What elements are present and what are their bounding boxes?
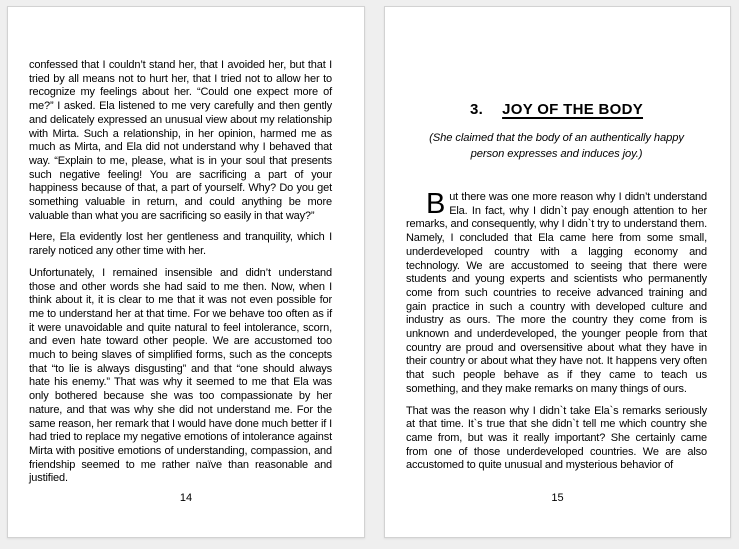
body-paragraph: Here, Ela evidently lost her gentleness and tranquility, which I rarely noticed any other time with her. <box>29 231 332 258</box>
chapter-title: JOY OF THE BODY <box>502 101 644 118</box>
left-page[interactable] <box>7 6 365 538</box>
chapter-number: 3. <box>469 101 484 118</box>
chapter-epigraph: (She claimed that the body of an authentically happy person expresses and induces joy.) <box>429 132 684 160</box>
right-page-body <box>406 188 707 473</box>
body-paragraph: Unfortunately, I remained insensible and didn’t understand those and other words she had said to me then. Now, when I think about it, it is clear to me that it was not even possible for me to understand her at that time. For we behave too often as if it were unavoidable and quite natural to feel intolerance, scorn, and even hate toward other people. We are accustomed too much to being slaves of simplified forms, such as the concepts that “to lie is always disgusting” and that “one should always hate his enemy.” That was why it seemed to me that Ela was only bothered because she was too compassionate by her nature, and that was why she did not understand me. For the same reason, her remark that I would have done much better if I had tried to replace my negative emotions of intolerance against Mirta with positive emotions of understanding, compassion, and friendship seemed to me rather naïve than reasonable and justified. <box>29 266 332 485</box>
page-number-right: 15 <box>551 492 564 504</box>
paragraph-text: ut there was one more reason why I didn’t understand Ela. In fact, why I didn`t pay enough attention to her remarks, and consequently, why I didn`t try to understand them. Namely, I concluded that Ela came here from some small, underdeveloped country with a lagging economy and technology. We are accustomed to seeing that there were students and young experts and scientists who permanently come from such countries to receive advanced training and gain practice in such a country with developed culture and industry as ours. The more the country they come from is unknown and underdeveloped, the younger people from that country are proud and oversensitive about what they have in their country or about what they have not. It happens very often that such people behave as if they came to teach us something, and they make remarks on many things of ours. <box>406 191 707 395</box>
drop-cap-letter: B <box>426 188 446 220</box>
chapter-heading <box>406 100 707 119</box>
right-page[interactable] <box>384 6 731 538</box>
body-paragraph: That was the reason why I didn`t take Ela`s remarks seriously at that time. It`s true that she didn`t tell me which country she came from, but was it really important? She certainly came from one of those underdeveloped countries. We are also accustomed to quite unusual and mysterious behavior of <box>406 404 707 472</box>
page-number-left: 14 <box>179 492 193 504</box>
body-paragraph-dropcap <box>406 188 707 397</box>
body-paragraph: confessed that I couldn’t stand her, that I avoided her, but that I tried by all means not to hurt her, that I tried not to allow her to recognize my feelings about her. “Could one expect more of me?” I asked. Ela listened to me very carefully and then gently and delicately expressed an unusual view about my relationship with Mirta. Such a relationship, in her opinion, harmed me as much as Mirta, and Ela did not understand why I behaved that way. “Explain to me, please, what is in your soul that presents such negative feeling! You are sacrificing a part of your happiness because of that, a part of yourself. Why? Do you get something valuable in return, and could anything be more valuable than what you are sacrificing so easily in that way?” <box>29 59 332 222</box>
left-page-body <box>29 59 332 486</box>
